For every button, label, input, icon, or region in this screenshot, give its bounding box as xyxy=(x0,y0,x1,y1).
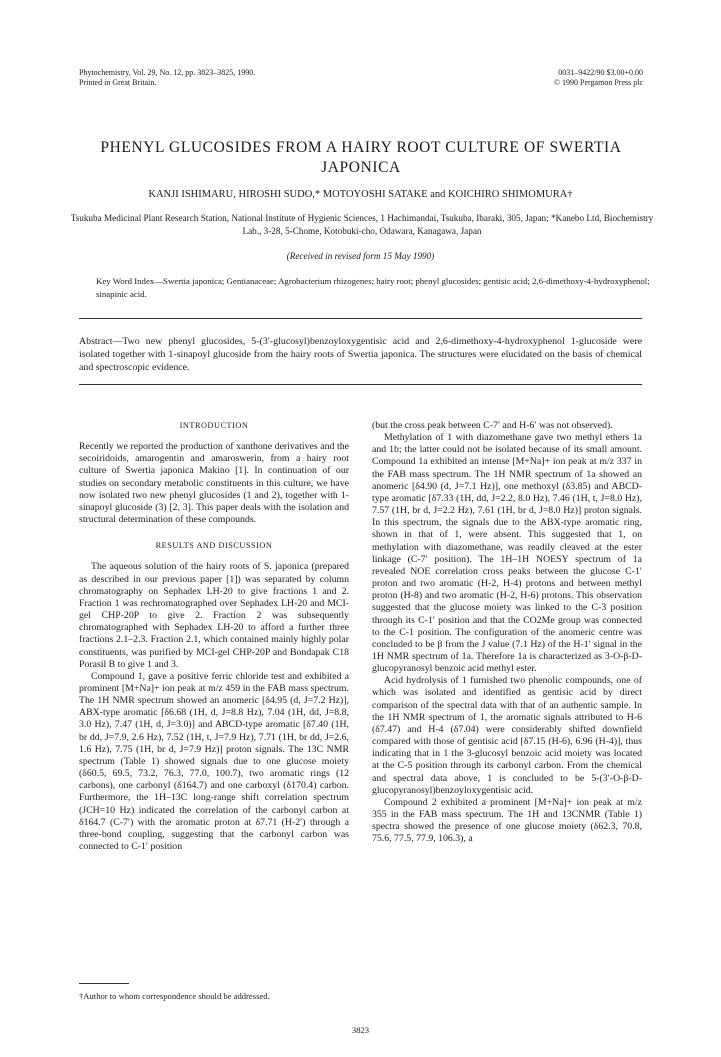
right-paragraph-3: Acid hydrolysis of 1 furnished two phenolic compounds, one of which was isolated and identified as gentisic acid by direct comparison of the spectral data with that of an authentic sample. In the 1H NMR spectrum of 1, the aromatic signals attributed to H-6 (δ7.47) and H-4 (δ7.04) were considerably shifted downfield compared with those of gentisic acid [δ7.15 (H-6), 6.96 (H-4)], thus indicating that in 1 the 3-glucosyl benzoic acid moiety was located at the C-5 position through its carbonyl carbon. From the chemical and spectral data above, 1 is concluded to be 5-(3′-O-β-D-glucopyranosyl)benzoyloxygentisic acid. xyxy=(372,675,642,796)
right-paragraph-4: Compound 2 exhibited a prominent [M+Na]+ ion peak at m/z 355 in the FAB mass spectrum. The 1H and 13CNMR (Table 1) spectra showed the presence of one glucose moiety (δ62.3, 70.8, 75.6, 77.5, 77.9, 106.3), a xyxy=(372,796,642,845)
footnote-rule xyxy=(79,983,129,984)
journal-header xyxy=(79,68,255,88)
author-list: KANJI ISHIMARU, HIROSHI SUDO,* MOTOYOSHI SATAKE and KOICHIRO SHIMOMURA† xyxy=(148,189,573,200)
received-date: (Received in revised form 15 May 1990) xyxy=(286,251,435,261)
intro-paragraph: Recently we reported the production of xanthone derivatives and the secoiridoids, amarogentin and amaroswerin, from a hairy root culture of Swertia japonica Makino [1]. In continuation of our studies on secondary metabolic constituents in this culture, we have now isolated two new phenyl glucosides (1 and 2), together with 1-sinapoyl glucoside (3) [2, 3]. This paper deals with the isolation and structural determination of these compounds. xyxy=(79,441,349,526)
right-paragraph-2: Methylation of 1 with diazomethane gave two methyl ethers 1a and 1b; the latter could not be isolated because of its small amount. Compound 1a exhibited an intense [M+Na]+ ion peak at m/z 337 in the FAB mass spectrum. The 1H NMR spectrum of 1a showed an anomeric [δ4.90 (d, J=7.1 Hz)], one methoxyl (δ3.85) and ABCD-type aromatic [δ7.33 (1H, dd, J=2.2, 8.0 Hz), 7.46 (1H, t, J=8.0 Hz), 7.57 (1H, br d, J=2.2 Hz), 7.61 (1H, br d, J=8.0 Hz)] proton signals. In this spectrum, the signals due to the ABX-type aromatic ring, shown in that of 1, were absent. This suggested that 1, on methylation with diazomethane, was readily cleaved at the ester linkage (C-7′ position). The 1H–1H NOESY spectrum of 1a revealed NOE correlation cross peaks between the glucose C-1′ proton and two aromatic (H-2, H-4) protons and between methyl proton (H-8) and two aromatic (H-2, H-6) protons. This observation suggested that the glucose moiety was linked to the C-3 position through its C-1′ position and that the CO2Me group was connected to the C-1 position. The configuration of the anomeric centre was concluded to be β from the J value (7.1 Hz) of the H-1′ signal in the 1H NMR spectrum of 1a. Therefore 1a is characterized as 3-O-β-D-glucopyranosyl benzoic acid methyl ester. xyxy=(372,432,643,675)
abstract: Abstract—Two new phenyl glucosides, 5-(3′-glucosyl)benzoyloxygentisic acid and 2,6-dimethoxy-4-hydroxyphenol 1-glucoside were isolated together with 1-sinapoyl glucoside from the hairy roots of Swertia japonica. The structures were elucidated on the basis of chemical and spectroscopic evidence. xyxy=(79,336,642,373)
right-column xyxy=(372,420,642,845)
copyright-header xyxy=(554,68,643,88)
section-heading-introduction: INTRODUCTION xyxy=(179,421,249,430)
journal-line: Phytochemistry, Vol. 29, No. 12, pp. 3823–3825, 1990. xyxy=(79,68,256,77)
footnote: †Author to whom correspondence should be addressed. xyxy=(79,991,270,1001)
affiliation: Tsukuba Medicinal Plant Research Station, National Institute of Hygienic Sciences, 1 Hachimandai, Tsukuba, Ibaraki, 305, Japan; *Kanebo Ltd, Biochemistry Lab., 3-28, 5-Chome, Kotobuki-cho, Odawara, Kanagawa, Japan xyxy=(70,213,654,236)
printed-line: Printed in Great Britain. xyxy=(79,78,157,87)
right-paragraph-1: (but the cross peak between C-7′ and H-6′ was not observed). xyxy=(372,420,613,431)
article-code: 0031–9422/90 $3.00+0.00 xyxy=(558,68,643,77)
keyword-index: Key Word Index—Swertia japonica; Gentianaceae; Agrobacterium rhizogenes; hairy root; phenyl glucosides; gentisic acid; 2,6-dimethoxy-4-hydroxyphenol; sinapinic acid. xyxy=(96,276,650,299)
section-heading-results: RESULTS AND DISCUSSION xyxy=(155,541,273,551)
left-column xyxy=(79,420,349,853)
copyright-line: © 1990 Pergamon Press plc xyxy=(553,78,643,87)
results-paragraph-2: Compound 1, gave a positive ferric chloride test and exhibited a prominent [M+Na]+ ion peak at m/z 459 in the FAB mass spectrum. The 1H NMR spectrum showed an anomeric [δ4.95 (d, J=7.2 Hz)], ABX-type aromatic [δ6.68 (1H, d, J=8.8 Hz), 7.04 (1H, dd, J=8.8, 3.0 Hz), 7.47 (1H, d, J=3.0)] and ABCD-type aromatic [δ7.40 (1H, br dd, J=7.9, 2.6 Hz), 7.52 (1H, t, J=7.9 Hz), 7.71 (1H, br dd, J=2.6, 1.6 Hz), 7.75 (1H, br d, J=7.9 Hz)] proton signals. The 13C NMR spectrum (Table 1) showed signals due to one glucose moiety (δ60.5, 69.5, 73.2, 76.3, 77.0, 100.7), two aromatic rings (12 carbons), one carbonyl (δ164.7) and one carboxyl (δ170.4) carbon. Furthermore, the 1H–13C long-range shift correlation spectrum (JCH=10 Hz) indicated the correlation of the carbonyl carbon at δ164.7 (C-7′) with the aromatic proton at δ7.71 (H-2′) through a three-bond coupling, suggesting that the carbonyl carbon was connected to C-1′ position xyxy=(79,670,349,852)
divider-bottom xyxy=(79,384,642,385)
paper-title: PHENYL GLUCOSIDES FROM A HAIRY ROOT CULTURE OF SWERTIA JAPONICA xyxy=(100,139,622,176)
results-paragraph-1: The aqueous solution of the hairy roots of S. japonica (prepared as described in our previous paper [1]) was separated by column chromatography on Sephadex LH-20 to give fractions 1 and 2. Fraction 1 was rechromatographed over Sephadex LH-20 and MCI-gel CHP-20P to give 2. Fraction 2 was subsequently chromatographed with Sephadex LH-20 to afford a further three fractions 2.1–2.3. Fraction 2.1, which contained mainly highly polar constituents, was purified by MCI-gel CHP-20P and Bondapak C18 Porasil B to give 1 and 3. xyxy=(79,561,349,670)
page-number: 3823 xyxy=(351,1025,370,1035)
divider-top xyxy=(79,318,642,319)
